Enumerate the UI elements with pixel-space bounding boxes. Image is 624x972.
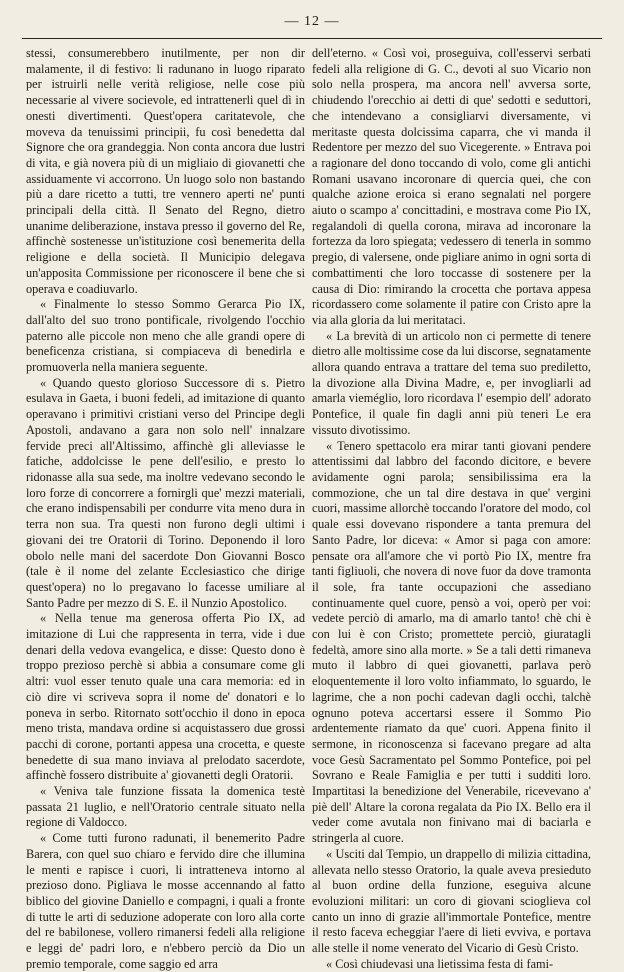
header-rule [22,38,602,39]
paragraph: « La brevità di un articolo non ci permette di tenere dietro alle moltissime cose da lui discorse, segnatamente allora quando entrava a trattare del tema suo prediletto, la divozione alla Divina Madre, e, per invogliarli ad amarla vieméglio, loro ricordava l' esempio dell' adorato Pontefice, il quale fin dagli anni più teneri Le era vissuto divotissimo. [312,328,591,437]
paragraph: « Finalmente lo stesso Sommo Gerarca Pio IX, dall'alto del suo trono pontificale, rivolgendo l'occhio paterno alle piccole non meno che alle grandi opere di beneficenza cristiana, si compiaceva di benedirla e promuoverla nella maniera seguente. [26,297,305,375]
left-column [26,46,305,971]
paragraph: « Nella tenue ma generosa offerta Pio IX, ad imitazione di Lui che rappresenta in terra, vide i due denari della vedova evangelica, e disse: Questo dono è troppo prezioso perchè si abbia a consumare come gli altri: vuol esser tenuto quale una cara memoria: ed in ciò dire vi scriveva sopra il nome de' donatori e lo poneva in serbo. Ritornato sott'occhio il dono in epoca meno trista, mandava ordine si acquistassero due grossi pacchi di corone, portanti appesa una crocetta, e queste benedette di sua mano inviava al prelodato sacerdote, affinchè fossero distribuite a' giovanetti degli Oratorii. [26,611,305,783]
paragraph: dell'eterno. « Così voi, proseguiva, coll'esservi serbati fedeli alla religione di G. C., devoti al suo Vicario non solo nella prospera, ma ancora nell' avversa sorte, chiudendo l'orecchio ai detti di que' sedotti e seduttori, che intendevano a consigliarvi diversamente, vi meritaste questa dolcissima caparra, che vi manda il Redentore per mezzo del suo Vicegerente. » Entrava poi a ragionare del dono toccando di volo, come gli antichi Romani usavano incoronare di quercia quei, che con qualche azione eroica si erano segnalati nel porgere aiuto o scampo a' concittadini, e mostrava come Pio IX, regalandoli di quella corona, mirava ad incoronare la fortezza da loro spiegata; vedessero di tenerla in sommo pregio, di valersene, onde pigliare animo in ogni sorta di combattimenti che loro toccasse di sostenere per la causa di Dio: rimirando la crocetta che portava appesa ricordassero come solamente il patire con Cristo apre la via alla gloria da lui meritataci. [312,46,591,327]
paragraph: « Così chiudevasi una lietissima festa di fami- [326,956,554,971]
right-column [312,46,591,971]
paragraph: « Veniva tale funzione fissata la domenica testè passata 21 luglio, e nell'Oratorio centrale situato nella regione di Valdocco. [26,784,305,830]
paragraph: « Quando questo glorioso Successore di s. Pietro esulava in Gaeta, i buoni fedeli, ad imitazione di quanto operavano i primitivi cristiani verso del Principe degli Apostoli, andavano a gara non solo nell' innalzare fervide preci all'Altissimo, affinchè gli alleviasse le fatiche, addolcisse le pene dell'esilio, e presto lo ridonasse alla sua sede, ma inoltre vedevano secondo le loro forze di concorrere a fornirgli que' mezzi materiali, che erano indispensabili per condurre vita meno dura in terra non sua. Tra questi non furono degli ultimi i giovani dei tre Oratorii di Torino. Deponendo il loro obolo nelle mani del sacerdote Don Giovanni Bosco (tale è il nome del zelante Ecclesiastico che dirige quest'opera) no lo pregavano lo facesse umiliare al Santo Padre per mezzo di S. E. il Nunzio Apostolico. [26,375,305,610]
page-number: — 12 — [284,14,340,29]
paragraph: « Usciti dal Tempio, un drappello di milizia cittadina, allevata nello stesso Oratorio, la quale aveva presieduto al buon ordine della funzione, eseguiva alcune evoluzioni militari: un coro di giovani scioglieva col canto un inno di grazie all'immortale Pontefice, mentre il resto faceva echeggiar l'aere di lieti evviva, e portava alle stelle il nome venerato del Vicario di Gesù Cristo. [312,846,591,956]
paragraph: « Tenero spettacolo era mirar tanti giovani pendere attentissimi dal labbro del facondo dicitore, e bevere avidamente ogni parola; sensibilissima era la commozione, che un tal dire destava in que' vergini cuori, massime allorchè toccando l'oratore del modo, col quale essi dovevano rispondere a tanta premura del Santo Padre, lor diceva: « Amor si paga con amore: pensate ora all'amore che vi portò Pio IX, mentre fra tanti figliuoli, che novera di nove fuor da dove tramonta il sole, fra tante occupazioni che assediano continuamente quel cuore, pensò a voi, operò per voi: vedete perciò di amarlo, ma di amarlo tanto! chè chi è con lui è con Cristo; promettete perciò, giuratagli fedeltà, amore sino alla morte. » Se a tali detti rimaneva muto il labbro di quei giovanetti, parlava però eloquentemente il loro volto infiammato, lo sguardo, le lagrime, che a non pochi cadevan dagli occhi, talchè ognuno poteva accertarsi essere il Sommo Pio ardentemente riamato da que' cuori. Appena finito il sermone, in riconoscenza si facevano pregare ad alta voce Gesù Sacramentato pel Sommo Pontefice, poi pel Sovrano e Reale Famiglia e per tutti i sudditi loro. Impartitasi la benedizione del Venerabile, ricevevano a' piè dell' Altare la corona regalata da Pio IX. Bello era il veder come avutala non finivano mai di baciarla e stringerla al cuore. [312,438,591,846]
paragraph: « Come tutti furono radunati, il benemerito Padre Barera, con quel suo chiaro e fervido dire che illumina le menti e rapisce i cuori, li intratteneva intorno al prezioso dono. Pigliava le mosse accennando al fatto biblico del giovine Daniello e compagni, i quali a fronte di tutte le arti di seduzione adoperate con loro alla corte del re babilonese, vollero rimanersi fedeli alla religione e leggi de' padri loro, e n'ebbero perciò da Dio un premio temporale, come saggio ed arra [26,831,305,971]
paragraph: stessi, consumerebbero inutilmente, per non dir malamente, il di festivo: li radunano in luogo riparato per istruirli nelle verità religiose, nelle cose più necessarie al vivere socievole, ed intrattenerli quel dì in onesti divertimenti. Quest'opera caritatevole, che moveva da tenuissimi principii, fu così benedetta dal Signore che ora grandeggia. Non conta ancora due lustri di vita, e già novera più di un migliaio di giovanetti che assiduamente vi accorrono. Un luogo solo non bastando più a dare ricetto a tutti, tre vennero aperti ne' punti principali della città. Il Senato del Regno, dietro unanime deliberazione, instava presso il governo del Re, affinchè sostenesse un'istituzione così benemerita della religione e della società. Il Municipio delegava un'apposita Commissione per riconoscere il bene che si operava e coadiuvarlo. [26,46,305,296]
